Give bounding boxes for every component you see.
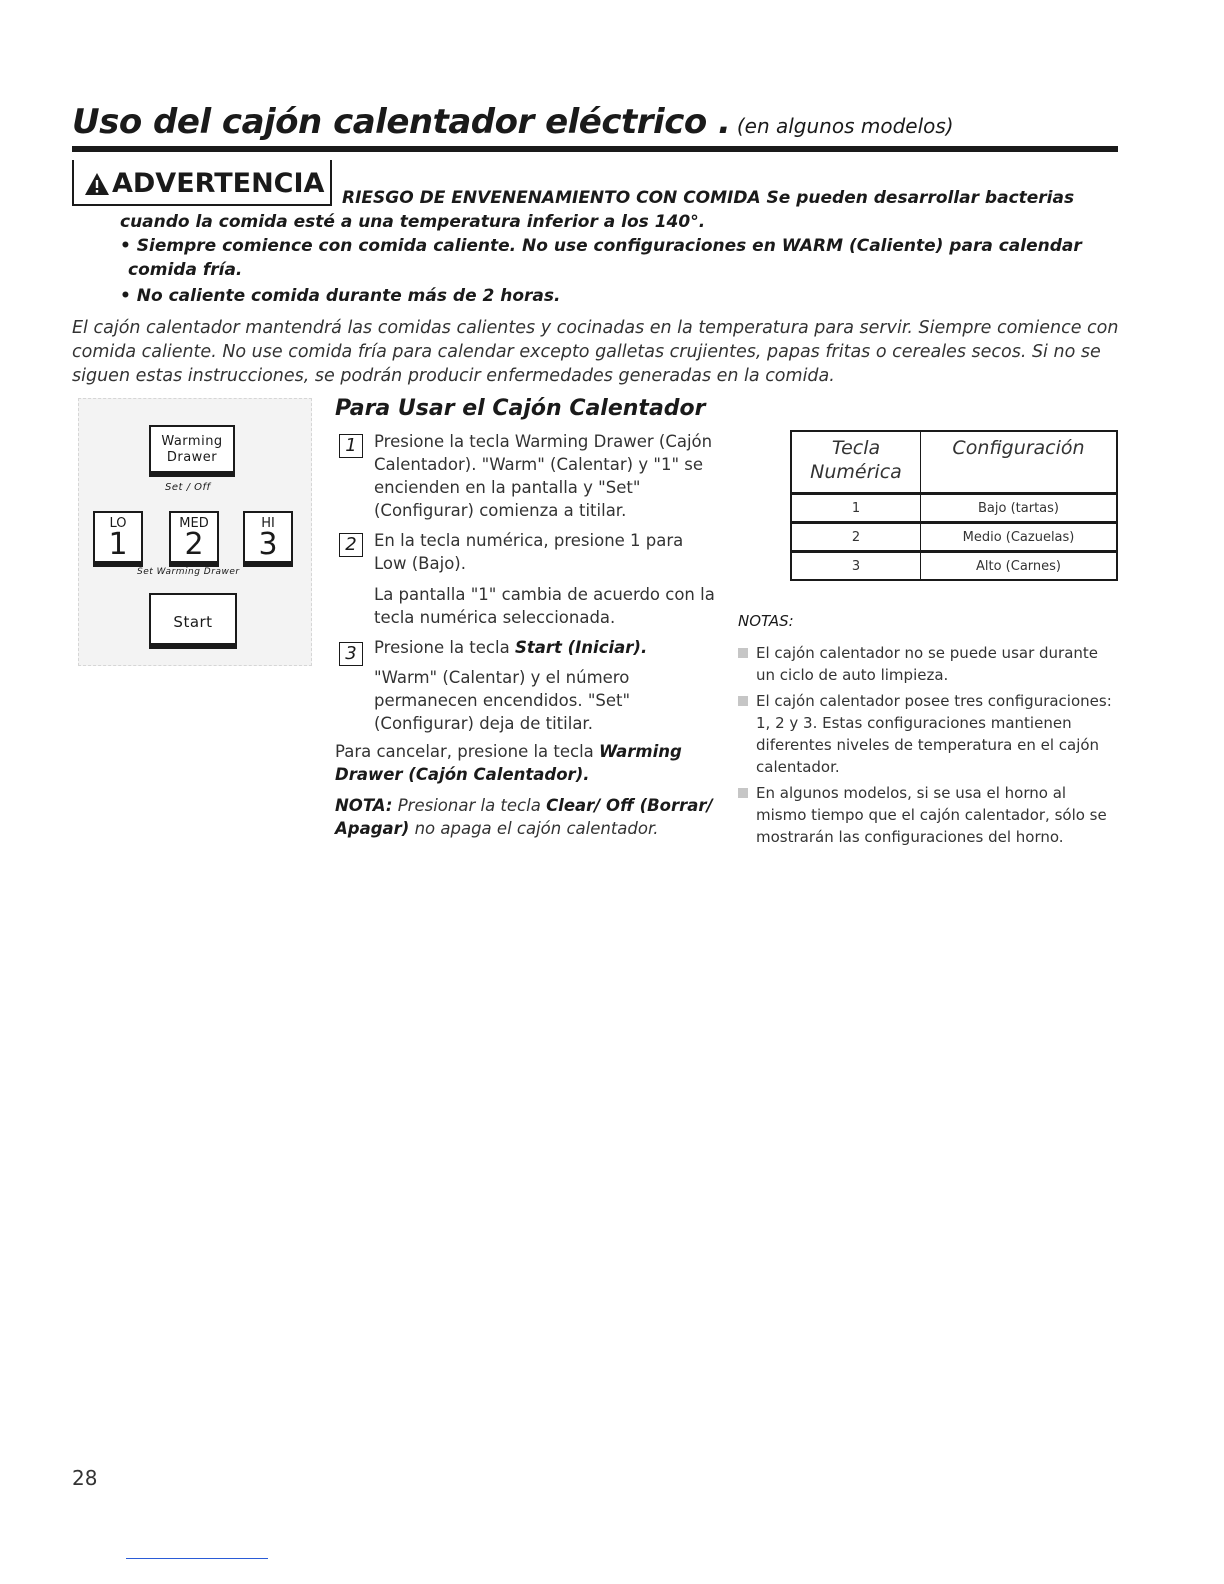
step-2-extra: La pantalla "1" cambia de acuerdo con la tecla numérica seleccionada. [374,585,715,627]
page-number: 28 [72,1466,98,1490]
lo-key-label: LO [109,516,127,531]
table-cell-key: 2 [791,523,921,552]
warming-key-line-2: Drawer [166,450,218,465]
title-dot: . [706,102,731,142]
warming-key-line-1: Warming [161,434,223,449]
hi-key-label: HI [261,516,275,531]
table-cell-setting: Medio (Cazuelas) [921,523,1118,552]
note-paragraph [335,794,715,840]
med-key-label: MED [179,516,209,531]
step-2-icon: 2 [339,533,363,557]
cancel-instruction [335,740,715,786]
table-cell-key: 1 [791,494,921,523]
table-header-setting: Configuración [921,431,1118,494]
hi-key[interactable] [243,511,293,567]
table-header-row [791,431,1117,494]
cancel-bold: Warming Drawer (Cajón Calentador). [335,742,682,784]
table-header-key: Tecla Numérica [791,431,921,494]
med-key-number: 2 [184,527,204,562]
intro-paragraph: El cajón calentador mantendrá las comidas calientes y cocinadas en la temperatura para servir. Siempre comience con comida caliente. No use comida fría para calendar excepto galletas crujientes, papas fritas o cereales secos. Si no se siguen estas instrucciones, se podrán producir enfermedades generadas en la comida. [72,318,1119,386]
bullet-icon [738,788,748,798]
instructions-heading: Para Usar el Cajón Calentador [335,396,706,421]
footer-line [126,1558,268,1559]
bullet-icon [738,648,748,658]
warming-drawer-key[interactable] [149,425,235,477]
table-row [791,494,1117,523]
title-subtitle: (en algunos modelos) [730,114,954,138]
warning-label [84,168,324,199]
warning-line-1: RIESGO DE ENVENENAMIENTO CON COMIDA Se pueden desarrollar bacterias [342,188,1075,208]
note-item-text: El cajón calentador no se puede usar durante un ciclo de auto limpieza. [756,644,1099,684]
title-text: Uso del cajón calentador eléctrico [72,102,707,142]
step-2-text: En la tecla numérica, presione 1 para Low (Bajo). [374,531,684,573]
table-row [791,523,1117,552]
step-3-extra: "Warm" (Calentar) y el número permanecen encendidos. "Set" (Configurar) deja de titilar. [374,668,631,733]
list-item [738,782,1118,848]
start-key-label: Start [173,613,213,631]
step-3-text [374,636,718,659]
warning-label-text: ADVERTENCIA [112,168,325,199]
warning-line-4: comida fría. [128,260,243,280]
set-off-caption: Set / Off [165,482,211,493]
control-panel-figure [78,398,312,666]
set-warming-caption: Set Warming Drawer [137,567,240,577]
med-key[interactable] [169,511,219,567]
warning-triangle-icon [84,172,110,196]
note-pre: Presionar la tecla [392,796,547,815]
note-label: NOTA: [335,796,393,815]
list-item [738,690,1118,778]
list-item [738,642,1118,686]
step-3-icon: 3 [339,642,363,666]
step-1-icon: 1 [339,434,363,458]
note-post: no apaga el cajón calentador. [409,819,659,838]
notes-list [738,642,1118,852]
header-rule [72,146,1118,152]
start-key[interactable] [149,593,237,649]
bullet-icon [738,696,748,706]
lo-key[interactable] [93,511,143,567]
note-bold: Clear/ Off (Borrar/ Apagar) [335,796,713,838]
note-item-text: El cajón calentador posee tres configuraciones: 1, 2 y 3. Estas configuraciones mantienen diferentes niveles de temperatura en el cajón calentador. [756,692,1112,776]
warning-line-5: • No caliente comida durante más de 2 horas. [120,286,561,306]
settings-table [790,430,1118,581]
table-cell-key: 3 [791,552,921,581]
table-cell-setting: Bajo (tartas) [921,494,1118,523]
hi-key-number: 3 [258,527,278,562]
warning-line-3: • Siempre comience con comida caliente. No use configuraciones en WARM (Caliente) para calendar [120,236,1082,256]
lo-key-number: 1 [108,527,128,562]
warning-line-2: cuando la comida esté a una temperatura inferior a los 140°. [120,212,706,232]
step-1-text: Presione la tecla Warming Drawer (Cajón Calentador). "Warm" (Calentar) y "1" se encienden en la pantalla y "Set" (Configurar) comienza a titilar. [374,432,713,520]
table-row [791,552,1117,581]
note-item-text: En algunos modelos, si se usa el horno al mismo tiempo que el cajón calentador, sólo se mostrarán las configuraciones del horno. [756,784,1107,846]
step-3-text-bold: Start (Iniciar). [514,638,648,657]
table-cell-setting: Alto (Carnes) [921,552,1118,581]
step-3-text-pre: Presione la tecla [374,638,515,657]
cancel-pre: Para cancelar, presione la tecla [335,742,600,761]
page-title [72,102,1122,142]
notes-heading: NOTAS: [738,612,794,630]
